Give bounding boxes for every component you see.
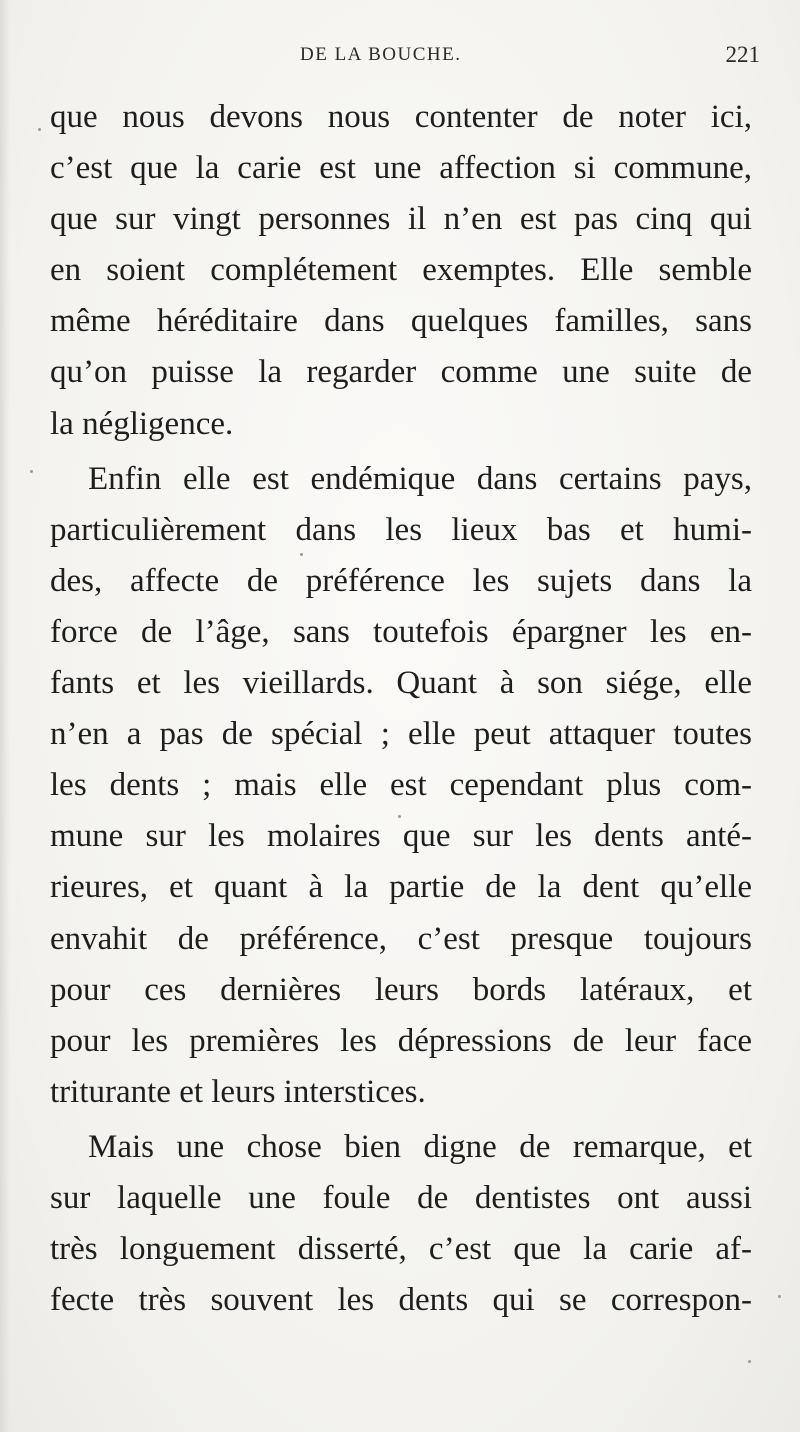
paragraph <box>50 1122 752 1326</box>
text-line: même héréditaire dans quelques familles, sans <box>50 303 752 340</box>
text-line: particulièrement dans les lieux bas et humi- <box>50 511 752 548</box>
text-line: en soient complétement exemptes. Elle semble <box>50 252 752 289</box>
print-speck <box>300 553 303 556</box>
text-line: les dents ; mais elle est cependant plus com- <box>50 767 752 804</box>
print-speck <box>748 1360 751 1363</box>
text-line: la négligence. <box>50 405 234 442</box>
running-head <box>0 40 800 76</box>
print-speck <box>30 470 33 473</box>
text-line: mune sur les molaires que sur les dents anté- <box>50 818 752 855</box>
text-line: pour ces dernières leurs bords latéraux, et <box>50 971 752 1008</box>
text-line: qu’on puisse la regarder comme une suite de <box>50 354 752 391</box>
text-line: Mais une chose bien digne de remarque, et <box>88 1128 752 1165</box>
text-line: des, affecte de préférence les sujets dans la <box>50 562 752 599</box>
text-line: force de l’âge, sans toutefois épargner les en- <box>50 613 752 650</box>
text-line: envahit de préférence, c’est presque toujours <box>50 920 752 957</box>
text-line: très longuement disserté, c’est que la carie af- <box>50 1231 752 1268</box>
text-line: c’est que la carie est une affection si commune, <box>50 150 752 187</box>
text-line: pour les premières les dépressions de leur face <box>50 1022 752 1059</box>
text-line: fants et les vieillards. Quant à son siége, elle <box>50 665 752 702</box>
body-text <box>50 92 752 1326</box>
text-line: n’en a pas de spécial ; elle peut attaquer toutes <box>50 716 752 753</box>
text-line: rieures, et quant à la partie de la dent qu’elle <box>50 869 752 906</box>
text-line: sur laquelle une foule de dentistes ont aussi <box>50 1179 752 1216</box>
print-speck <box>38 128 41 131</box>
text-line: que nous devons nous contenter de noter ici, <box>50 99 752 135</box>
page-number: 221 <box>725 42 760 67</box>
text-line: fecte très souvent les dents qui se correspon- <box>50 1282 752 1319</box>
paragraph <box>50 92 752 450</box>
print-speck <box>778 1295 781 1298</box>
text-line: triturante et leurs interstices. <box>50 1073 426 1110</box>
text-line: Enfin elle est endémique dans certains pays, <box>88 460 752 497</box>
paragraph <box>50 454 752 1118</box>
running-head-title: DE LA BOUCHE. <box>300 44 462 65</box>
print-speck <box>398 815 401 818</box>
page-edge-shadow <box>0 0 10 1432</box>
text-line: que sur vingt personnes il n’en est pas cinq qui <box>50 201 752 238</box>
